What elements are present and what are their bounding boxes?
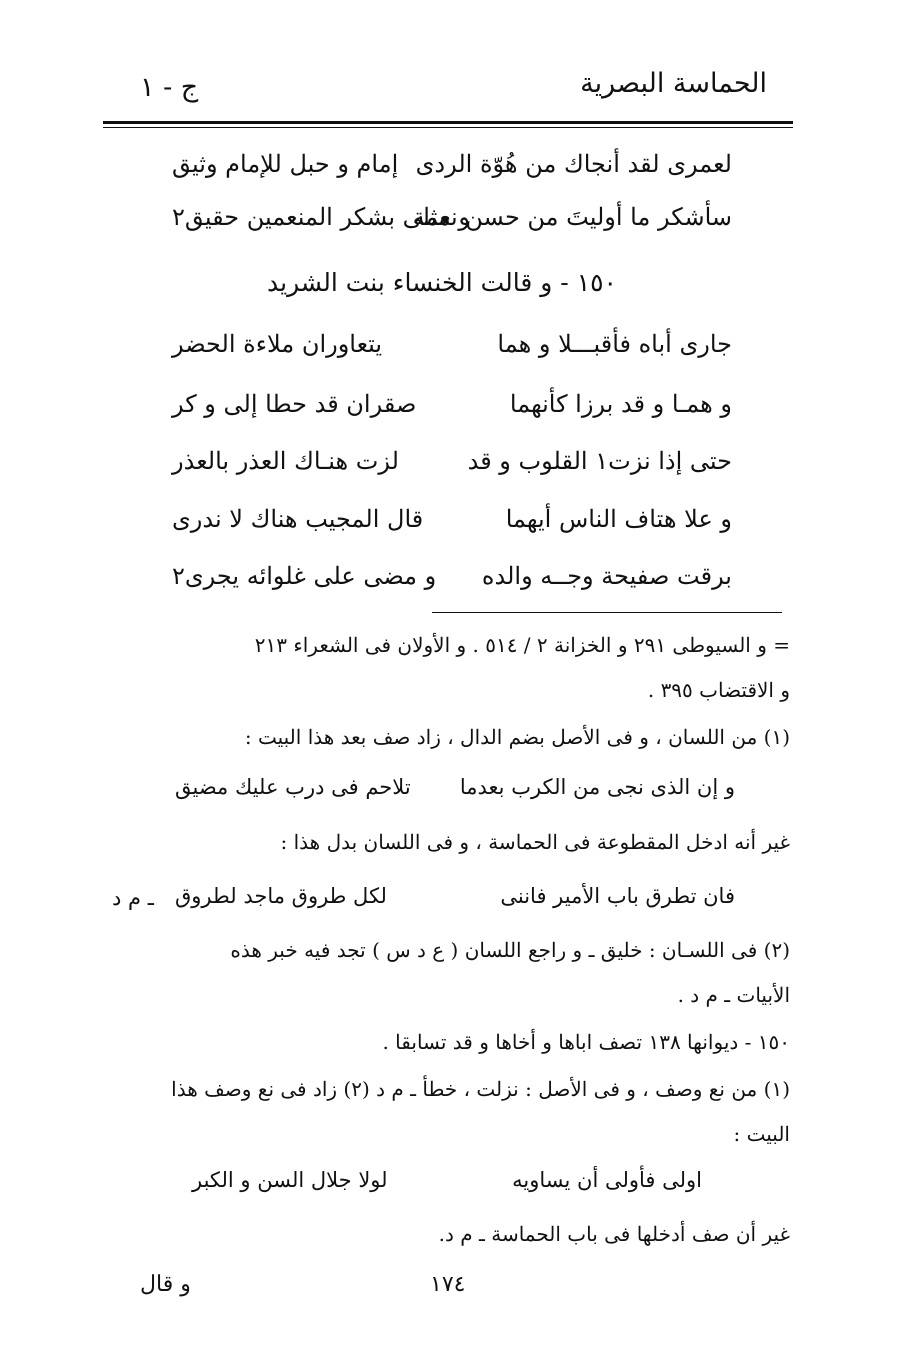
verse-hemistich-first: و إن الذى نجى من الكرب بعدما xyxy=(459,775,735,799)
header-rule-thin xyxy=(103,127,793,128)
footnote-line: (١) من نع وصف ، و فى الأصل : نزلت ، خطأ ـ م د (٢) زاد فى نع وصف هذا xyxy=(171,1077,790,1101)
verse-hemistich-second: و مضى على غلوائه يجرى٢ xyxy=(172,562,437,590)
footnote-verse xyxy=(175,775,735,811)
footnote-line: البيت : xyxy=(733,1122,790,1146)
editor-initials: ـ م د xyxy=(112,886,154,910)
verse-hemistich-first: برقت صفيحة وجــه والده xyxy=(481,562,732,590)
verse-hemistich-first: و همـا و قد برزا كأنهما xyxy=(509,390,732,418)
verse-line xyxy=(172,330,732,370)
verse-hemistich-second: لولا جلال السن و الكبر xyxy=(192,1168,388,1192)
verse-line xyxy=(172,203,732,243)
verse-hemistich-second: قال المجيب هناك لا ندرى xyxy=(172,505,424,533)
verse-line xyxy=(172,150,732,190)
verse-hemistich-second: صقران قد حطا إلى و كر xyxy=(172,390,417,418)
footnote-line: و الاقتضاب ٣٩٥ . xyxy=(647,678,790,702)
verse-hemistich-second: يتعاوران ملاءة الحضر xyxy=(172,330,383,358)
verse-hemistich-first: جارى أباه فأقبـــلا و هما xyxy=(497,330,732,358)
verse-line xyxy=(172,390,732,430)
verse-hemistich-second: تلاحم فى درب عليك مضيق xyxy=(175,775,411,799)
verse-hemistich-first: حتى إذا نزت١ القلوب و قد xyxy=(467,447,732,475)
page-number: ١٧٤ xyxy=(430,1272,466,1297)
verse-hemistich-first: سأشكر ما أوليتَ من حسن نعمة xyxy=(412,203,732,231)
verse-hemistich-first: فان تطرق باب الأمير فاننى xyxy=(500,884,735,908)
verse-line xyxy=(172,505,732,545)
verse-line xyxy=(172,447,732,487)
footnote-separator xyxy=(432,612,782,613)
verse-hemistich-second: و مثلى بشكر المنعمين حقيق٢ xyxy=(172,203,470,231)
running-title: الحماسة البصرية xyxy=(580,68,767,99)
header-rule-thick xyxy=(103,121,793,124)
verse-hemistich-second: إمام و حبل للإمام وثيق xyxy=(172,150,399,178)
footnote-line: غير أن صف أدخلها فى باب الحماسة ـ م د. xyxy=(438,1222,790,1246)
footnote-line: (٢) فى اللسـان : خليق ـ و راجع اللسان ( ع د س ) تجد فيه خبر هذه xyxy=(230,938,790,962)
verse-hemistich-second: لزت هنـاك العذر بالعذر xyxy=(172,447,399,475)
footnote-verse xyxy=(192,1168,702,1204)
footnote-verse xyxy=(175,884,735,920)
footnote-line: ١٥٠ - ديوانها ١٣٨ تصف اباها و أخاها و قد تسابقا . xyxy=(382,1030,790,1054)
footnote-line: = و السيوطى ٢٩١ و الخزانة ٢ / ٥١٤ . و الأولان فى الشعراء ٢١٣ xyxy=(254,633,790,657)
verse-line xyxy=(172,562,732,602)
verse-hemistich-second: لكل طروق ماجد لطروق xyxy=(175,884,387,908)
footnote-line: (١) من اللسان ، و فى الأصل بضم الدال ، زاد صف بعد هذا البيت : xyxy=(244,725,790,749)
footnote-line: غير أنه ادخل المقطوعة فى الحماسة ، و فى اللسان بدل هذا : xyxy=(280,830,790,854)
poem-heading: ١٥٠ - و قالت الخنساء بنت الشريد xyxy=(267,268,617,297)
footnote-line: الأبيات ـ م د . xyxy=(677,983,790,1007)
verse-hemistich-first: اولى فأولى أن يساويه xyxy=(512,1168,702,1192)
catchword: و قال xyxy=(140,1272,191,1297)
volume-indicator: ج - ١ xyxy=(140,72,199,103)
verse-hemistich-first: و علا هتاف الناس أيهما xyxy=(505,505,732,533)
verse-hemistich-first: لعمرى لقد أنجاك من هُوّة الردى xyxy=(415,150,732,178)
